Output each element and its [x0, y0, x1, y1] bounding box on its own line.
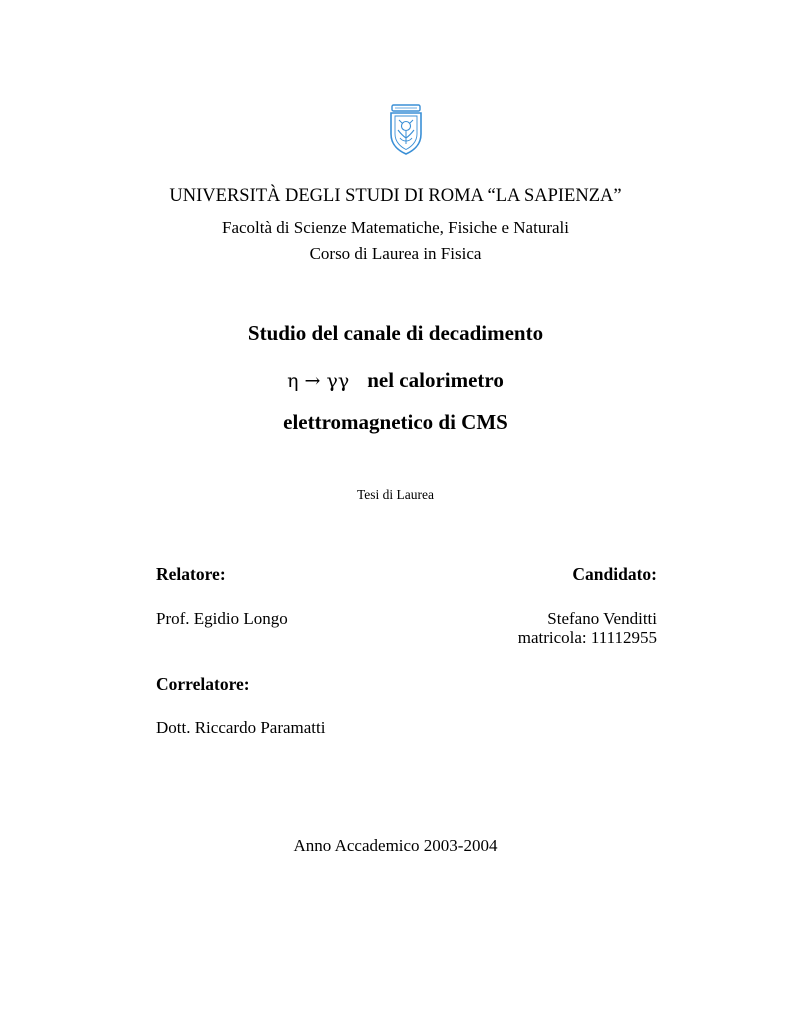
thesis-title-line-3: elettromagnetico di CMS	[283, 410, 508, 434]
faculty-name: Facoltà di Scienze Matematiche, Fisiche e Naturali	[222, 218, 569, 237]
document-type: Tesi di Laurea	[356, 487, 435, 502]
candidato-label: Candidato:	[572, 564, 657, 584]
candidato-name: Stefano Venditti	[547, 609, 657, 628]
thesis-title-line-1: Studio del canale di decadimento	[247, 321, 544, 345]
course-name: Corso di Laurea in Fisica	[309, 244, 482, 263]
decay-formula: η → γγ	[287, 370, 350, 392]
academic-year: Anno Accademico 2003-2004	[293, 836, 498, 855]
correlatore-label: Correlatore:	[156, 674, 250, 694]
thesis-title-line-2	[0, 367, 791, 394]
university-seal-icon	[386, 104, 426, 156]
correlatore-name: Dott. Riccardo Paramatti	[156, 718, 326, 737]
relatore-label: Relatore:	[156, 564, 226, 584]
candidato-matricola: matricola: 11112955	[517, 628, 657, 647]
relatore-name: Prof. Egidio Longo	[156, 609, 288, 628]
university-name: UNIVERSITÀ DEGLI STUDI DI ROMA “LA SAPIENZA”	[169, 186, 622, 206]
thesis-title-line-2-text: nel calorimetro	[367, 368, 504, 392]
